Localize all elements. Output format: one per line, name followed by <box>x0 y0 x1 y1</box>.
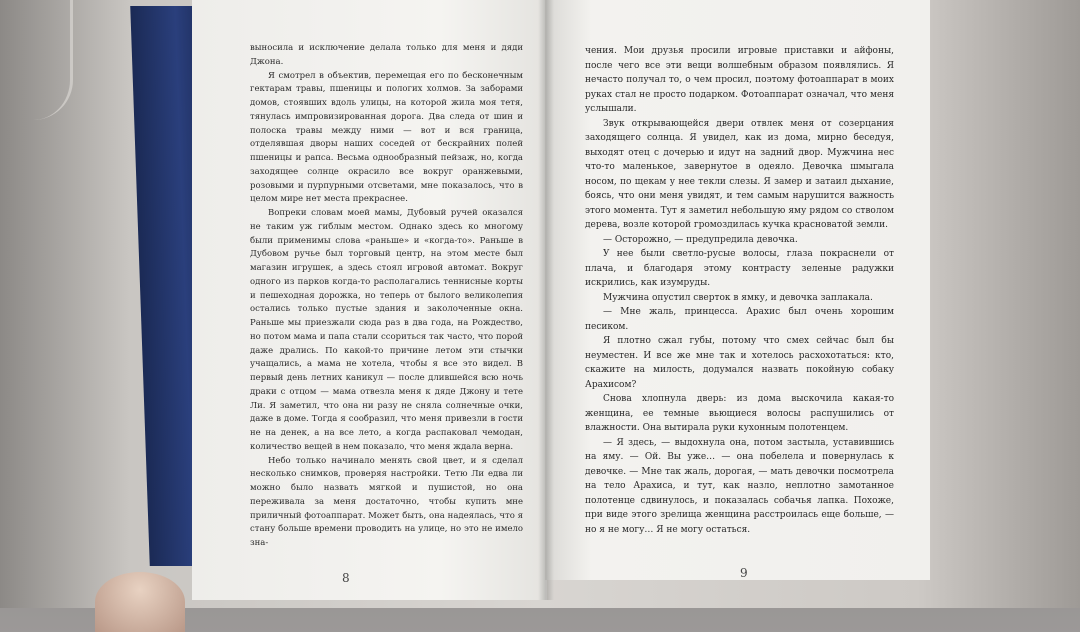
left-paragraph-2: Я смотрел в объектив, перемещая его по бесконечным гектарам травы, пшеницы и пологих холмов. За заборами домов, стоявших вдоль улицы, на которой жила моя тетя, тянулась импровизированная дорога. Два следа от шин и полоска травы между ними — вот и вся граница, отделявшая дворы наших соседей от бескрайних полей пшеницы и рапса. Весьма однообразный пейзаж, но, когда заходящее солнце окрасило все вокруг оранжевыми, розовыми и пурпурными отсветами, мне показалось, что в целом мире нет места прекраснее. <box>250 70 523 205</box>
right-paragraph-9: — Я здесь, — выдохнула она, потом застыла, уставившись на яму. — Ой. Вы уже… — она побелела и повернулась к девочке. — Мне так жаль, дорогая, — мать девочки посмотрела на тело Арахиса, и тут, как назло, неплотно замотанное полотенце сдвинулось, и показалась собачья лапка. Похоже, при виде этого зрелища женщина расстроилась еще больше, — но я не могу… Я не могу остаться. <box>585 437 894 535</box>
right-paragraph-8: Снова хлопнула дверь: из дома выскочила какая-то женщина, ее темные вьющиеся волосы распушились от влажности. Она вытирала руки кухонным полотенцем. <box>585 394 894 433</box>
left-page <box>192 0 547 600</box>
right-paragraph-2: Звук открывающейся двери отвлек меня от созерцания заходящего солнца. Я увидел, как из дома, мирно беседуя, выходят отец с дочерью и идут на задний двор. Мужчина нес что-то маленькое, завернутое в одеяло. Девочка шмыгала носом, по щекам у нее текли слезы. Я замер и затаил дыхание, боясь, что они меня увидят, и тем самым нарушится важность этого момента. Тут я заметил небольшую яму рядом со стволом дерева, возле которой громоздилась кучка красноватой земли. <box>585 118 894 230</box>
right-paragraph-3: — Осторожно, — предупредила девочка. <box>603 234 798 245</box>
right-paragraph-4: У нее были светло-русые волосы, глаза покраснели от плача, и благодаря этому контрасту зеленые радужки искрились, как изумруды. <box>585 249 894 288</box>
left-paragraph-3: Вопреки словам моей мамы, Дубовый ручей оказался не таким уж гиблым местом. Однако здесь ко многому были применимы слова «раньше» и «когда-то». Раньше в Дубовом ручье был торговый центр, на этом месте был магазин игрушек, а здесь стоял игровой автомат. Вокруг одного из парков когда-то располагались теннисные корты и пешеходная дорожка, но теперь от былого великолепия остались только пустые здания и заколоченные окна. Раньше мы приезжали сюда раз в два года, на Рождество, но потом мама и папа стали ссориться так часто, что порой даже дрались. По какой-то причине летом эти стычки учащались, а мама не хотела, чтобы я все это видел. В первый день летних каникул — после длившейся всю ночь драки с отцом — мама отвезла меня к дяде Джону и тете Ли. Я заметил, что она ни разу не сняла солнечные очки, даже в доме. Тогда я сообразил, что меня привезли в гости не на денек, а на все лето, а когда распаковал чемодан, количество вещей в нем показало, что меня ждала верна. <box>250 208 523 452</box>
right-page-number: 9 <box>740 566 748 580</box>
right-page <box>545 0 930 580</box>
cable <box>10 0 73 120</box>
book-gutter <box>538 0 554 600</box>
finger <box>95 572 185 632</box>
left-paragraph-1: выносила и исключение делала только для меня и дяди Джона. <box>250 43 523 67</box>
left-page-number: 8 <box>342 571 350 585</box>
right-paragraph-1: чения. Мои друзья просили игровые приставки и айфоны, после чего все эти вещи волшебным образом появлялись. Я нечасто получал то, о чем просил, поэтому фотоаппарат в моих руках стал не просто подарком. Фотоаппарат означал, что меня услышали. <box>585 46 894 114</box>
right-paragraph-5: Мужчина опустил сверток в ямку, и девочка заплакала. <box>603 292 873 303</box>
right-paragraph-7: Я плотно сжал губы, потому что смех сейчас был бы неуместен. И все же мне так и хотелось расхохотаться: кто, скажите на милость, додумался назвать покойную собаку Арахисом? <box>585 336 894 390</box>
left-paragraph-4: Небо только начинало менять свой цвет, и я сделал несколько снимков, проверяя настройки. Тетю Ли едва ли можно было назвать мягкой и пушистой, но она переживала за меня достаточно, чтобы купить мне приличный фотоаппарат. Может быть, она надеялась, что я стану больше времени проводить на улице, но это не имело зна- <box>250 455 523 548</box>
right-paragraph-6: — Мне жаль, принцесса. Арахис был очень хорошим песиком. <box>585 307 894 332</box>
